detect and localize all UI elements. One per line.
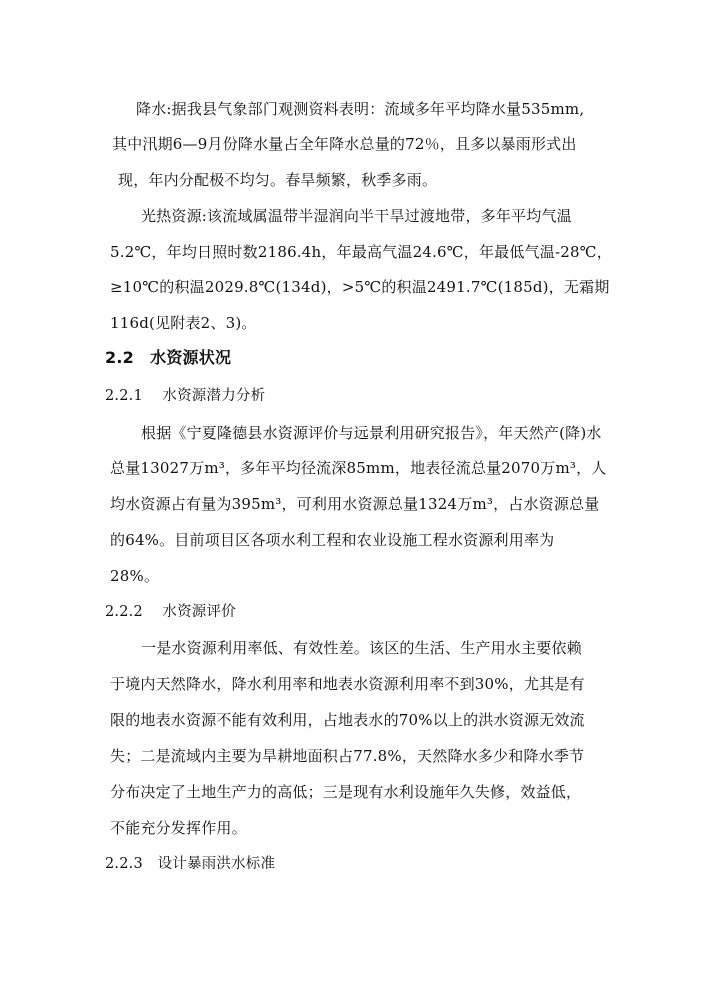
paragraph-heat-line: ≥10℃的积温2029.8℃(134d)，>5℃的积温2491.7℃(185d)，无霜期: [110, 278, 610, 296]
paragraph-eval-line: 一是水资源利用率低、有效性差。该区的生活、生产用水主要依赖: [141, 639, 582, 657]
paragraph-eval-line: 不能充分发挥作用。: [110, 819, 247, 837]
paragraph-rain-line: 现，年内分配极不均匀。春旱频繁，秋季多雨。: [118, 171, 438, 189]
section-heading-2-2-3: 2.2.3 设计暴雨洪水标准: [105, 856, 276, 872]
paragraph-eval-line: 失；二是流域内主要为旱耕地面积占77.8%，天然降水多少和降水季节: [110, 747, 585, 765]
paragraph-eval-line: 分布决定了土地生产力的高低；三是现有水利设施年久失修，效益低，: [110, 783, 582, 801]
section-heading-2-2-1: 2.2.1 水资源潜力分析: [105, 388, 266, 404]
paragraph-potential-line: 的64%。目前项目区各项水利工程和农业设施工程水资源利用率为: [110, 531, 555, 549]
paragraph-rain-line: 降水:据我县气象部门观测资料表明：流域多年平均降水量535mm,: [136, 100, 585, 118]
paragraph-eval-line: 限的地表水资源不能有效利用，占地表水的70%以上的洪水资源无效流: [110, 711, 585, 729]
paragraph-heat-line: 光热资源:该流域属温带半湿润向半干旱过渡地带，多年平均气温: [141, 207, 572, 225]
paragraph-heat-line: 5.2℃，年均日照时数2186.4h，年最高气温24.6℃，年最低气温-28℃，: [110, 243, 612, 261]
paragraph-potential-line: 根据《宁夏隆德县水资源评价与远景利用研究报告》，年天然产(降)水: [141, 424, 602, 442]
paragraph-potential-line: 28%。: [110, 567, 160, 585]
paragraph-potential-line: 总量13027万m³，多年平均径流深85mm，地表径流总量2070万m³，人: [110, 459, 607, 477]
paragraph-potential-line: 均水资源占有量为395m³，可利用水资源总量1324万m³，占水资源总量: [110, 495, 600, 513]
paragraph-rain-line: 其中汛期6—9月份降水量占全年降水总量的72％，且多以暴雨形式出: [112, 135, 577, 153]
paragraph-heat-line: 116d(见附表2、3)。: [110, 314, 257, 332]
section-heading-2-2-2: 2.2.2 水资源评价: [105, 604, 236, 620]
paragraph-eval-line: 于境内天然降水，降水利用率和地表水资源利用率不到30%，尤其是有: [110, 675, 585, 693]
section-heading-2-2: 2.2 水资源状况: [105, 348, 232, 367]
